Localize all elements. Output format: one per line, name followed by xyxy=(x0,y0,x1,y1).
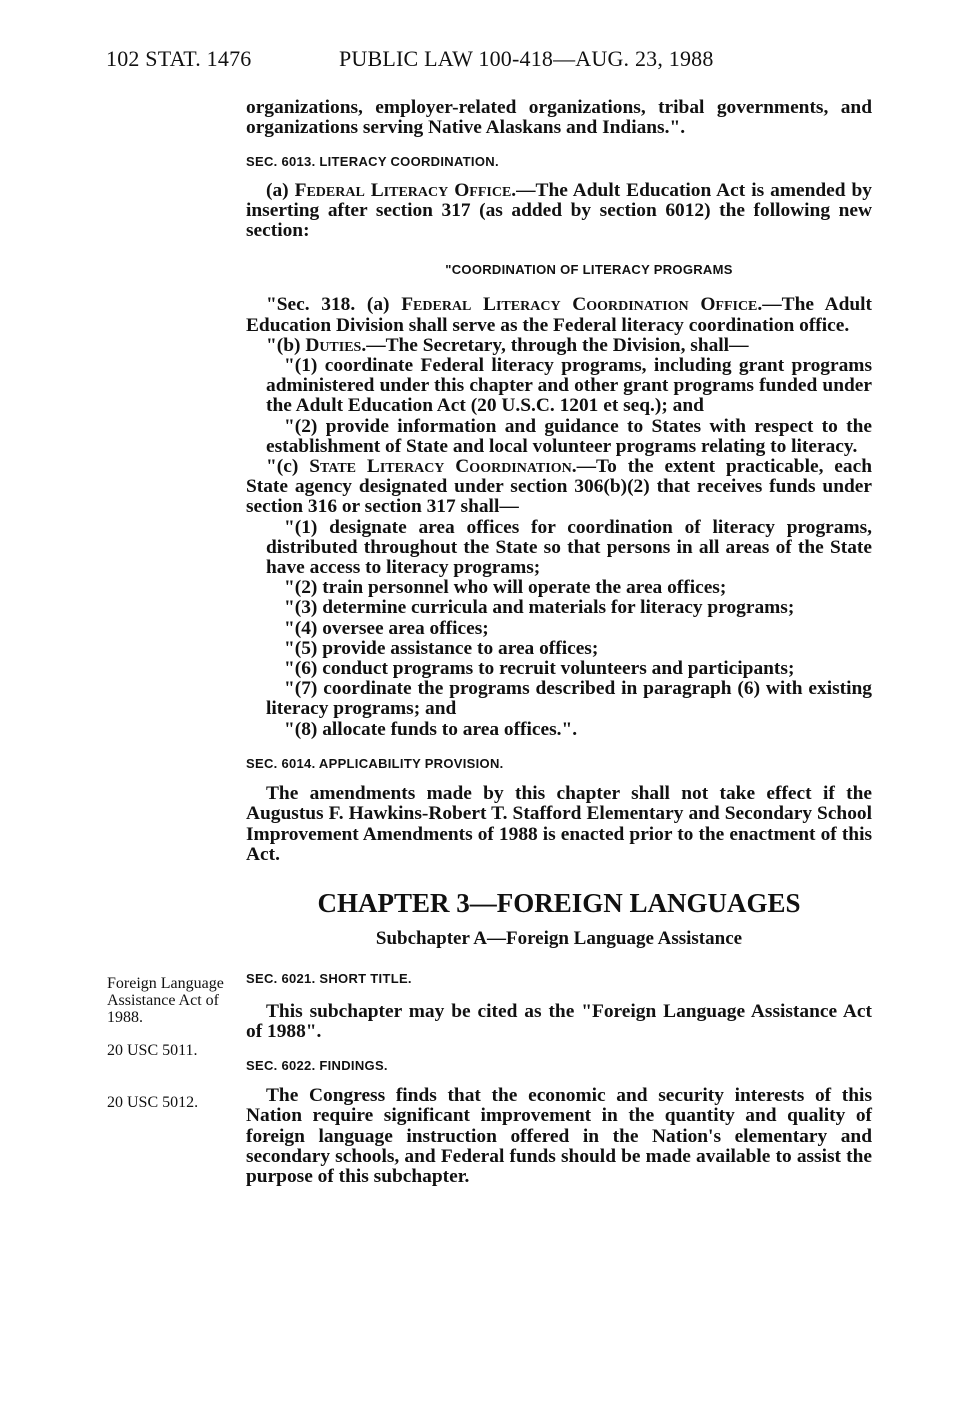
subsection-b xyxy=(246,336,872,356)
subsection-a-text: —The Adult Education Act is amended by inserting after section 317 (as added by section 6012) the following new section: xyxy=(246,179,872,242)
section-6022-heading: SEC. 6022. FINDINGS. xyxy=(246,1057,388,1073)
page-reference: 102 STAT. 1476 xyxy=(106,46,252,71)
section-6021-text: This subchapter may be cited as the "Foreign Language Assistance Act of 1988". xyxy=(246,1000,872,1042)
section-318-text: —The Adult Education Division shall serve as the Federal literacy coordination office. xyxy=(246,294,872,336)
section-6022-text: The Congress finds that the economic and security interests of this Nation require significant improvement in the quantity and quality of foreign language instruction offered in the Nation's elementary and secondary schools, and Federal funds should be made available to assist the purpose of this subchapter. xyxy=(246,1085,872,1187)
subsection-c xyxy=(246,457,872,518)
subchapter-title: Subchapter A—Foreign Language Assistance xyxy=(375,928,743,950)
subsection-c-label: "(c) xyxy=(266,456,310,478)
section-318-caption: Federal Literacy Coordination Office. xyxy=(401,294,763,316)
body-column xyxy=(246,98,872,1187)
subsection-a-label: (a) xyxy=(266,179,295,201)
section-6014-text: The amendments made by this chapter shall not take effect if the Augustus F. Hawkins-Robert T. Stafford Elementary and Secondary School Improvement Amendments of 1988 is enacted prior to the enactment of this Act. xyxy=(246,783,872,865)
subsection-b-text: —The Secretary, through the Division, shall— xyxy=(366,334,749,356)
section-318-label: "Sec. 318. (a) xyxy=(266,294,402,316)
public-law-citation: PUBLIC LAW 100-418—AUG. 23, 1988 xyxy=(339,46,714,71)
subsection-a-caption: Federal Literacy Office. xyxy=(294,179,517,201)
margin-note-usc-5011: 20 USC 5011. xyxy=(107,1042,198,1059)
subsection-c-text: —To the extent practicable, each State agency designated under section 306(b)(2) that receives funds under section 316 or section 317 shall— xyxy=(246,456,872,518)
duty-item-1: "(1) coordinate Federal literacy programs, including grant programs administered under this chapter and other grant programs funded under the Adult Education Act (20 U.S.C. 1201 et seq.); and xyxy=(266,355,872,417)
subsection-a xyxy=(246,181,872,242)
subsection-c-caption: State Literacy Coordination. xyxy=(309,456,577,478)
margin-note-short-title: Foreign Language Assistance Act of 1988. xyxy=(107,975,224,1026)
state-item-2: "(2) train personnel who will operate the area offices; xyxy=(284,577,727,599)
continuation-paragraph: organizations, employer-related organizations, tribal governments, and organizations serving Native Alaskans and Indians.". xyxy=(246,97,872,139)
section-6013-heading: SEC. 6013. LITERACY COORDINATION. xyxy=(246,154,499,170)
state-item-5: "(5) provide assistance to area offices; xyxy=(284,637,599,659)
duty-item-2: "(2) provide information and guidance to States with respect to the establishment of State and local volunteer programs relating to literacy. xyxy=(266,415,872,457)
inserted-section-heading: "COORDINATION OF LITERACY PROGRAMS xyxy=(445,262,733,278)
state-item-1: "(1) designate area offices for coordination of literacy programs, distributed throughout the State so that persons in all areas of the State have access to literacy programs; xyxy=(266,516,872,579)
state-item-3: "(3) determine curricula and materials for literacy programs; xyxy=(284,597,795,619)
section-318-a xyxy=(246,295,872,335)
margin-note-usc-5012: 20 USC 5012. xyxy=(107,1094,199,1111)
subsection-b-label: "(b) xyxy=(266,334,306,356)
subsection-b-caption: Duties. xyxy=(305,334,367,356)
section-6014-heading: SEC. 6014. APPLICABILITY PROVISION. xyxy=(246,755,504,771)
section-6021-heading: SEC. 6021. SHORT TITLE. xyxy=(246,971,412,987)
state-item-6: "(6) conduct programs to recruit volunteers and participants; xyxy=(284,658,795,680)
state-item-4: "(4) oversee area offices; xyxy=(284,617,489,639)
state-item-8: "(8) allocate funds to area offices.". xyxy=(284,718,578,740)
state-item-7: "(7) coordinate the programs described in paragraph (6) with existing literacy programs; and xyxy=(266,678,872,720)
chapter-title: CHAPTER 3—FOREIGN LANGUAGES xyxy=(317,887,801,918)
